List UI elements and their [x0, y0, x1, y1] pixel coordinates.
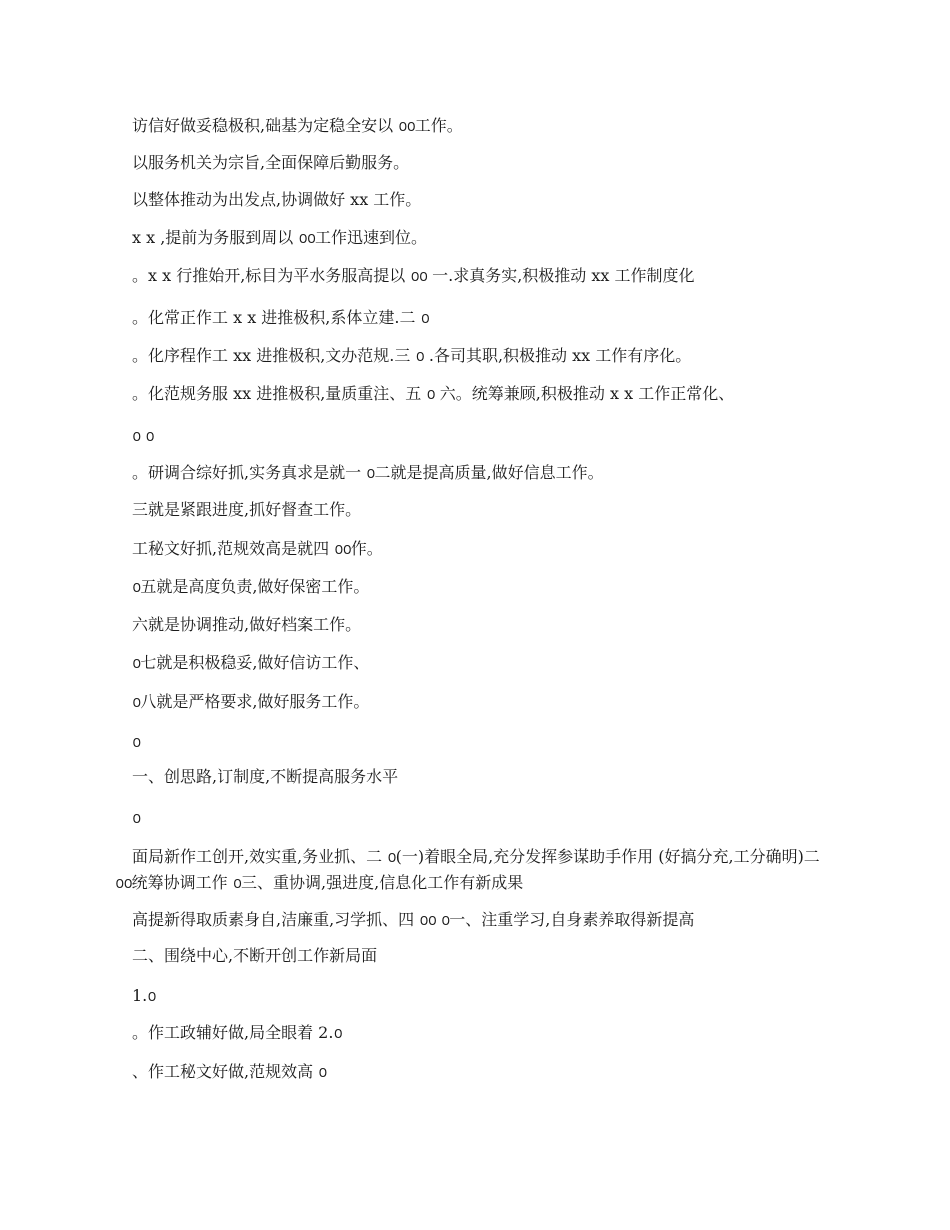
text-line-13: ൦五就是高度负责,做好保密工作。 — [132, 577, 370, 596]
text-line-9: ൦ ൦ — [132, 426, 154, 445]
text-line-12: 工秘文好抓,范规效高是就四 ൦൦作。 — [132, 539, 383, 558]
text-line-24: 。作工政辅好做,局全眼着 2.൦ — [132, 1023, 342, 1042]
text-line-1: 访信好做妥稳极积,础基为定稳全安以 ൦൦工作。 — [132, 116, 463, 135]
text-line-25: 、作工秘文好做,范规效高 ൦ — [132, 1062, 327, 1081]
text-line-6: 。化常正作工 x x 进推极积,系体立建.二 ൦ — [132, 308, 429, 327]
text-line-23: 1.൦ — [132, 986, 156, 1005]
text-line-11: 三就是紧跟进度,抓好督查工作。 — [132, 500, 362, 519]
text-line-4: x x ,提前为务服到周以 ൦൦工作迅速到位。 — [132, 228, 428, 247]
text-paragraph-wrapped: 面局新作工创开,效实重,务业抓、二 ൦(一)着眼全局,充分发挥参谋助手作用 (好搞分充,工分确明)二 ൦൦统筹协调工作 ൦三、重协调,强进度,信息化工作有新成果 — [115, 847, 820, 892]
text-line-7: 。化序程作工 xx 进推极积,文办范规.三 ൦ .各司其职,积极推动 xx 工作有序化。 — [132, 346, 692, 365]
text-line-10: 。研调合综好抓,实务真求是就一 ൦二就是提高质量,做好信息工作。 — [132, 463, 604, 482]
text-line-14: 六就是协调推动,做好档案工作。 — [132, 615, 362, 634]
text-line-8: 。化范规务服 xx 进推极积,量质重注、五 ൦ 六。统筹兼顾,积极推动 x x 工作正常化、 — [132, 384, 735, 403]
text-line-16: ൦八就是严格要求,做好服务工作。 — [132, 692, 370, 711]
section-heading-1: 一、创思路,订制度,不断提高服务水平 — [132, 767, 399, 786]
text-line-2: 以服务机关为宗旨,全面保障后勤服务。 — [132, 153, 410, 172]
text-line-15: ൦七就是积极稳妥,做好信访工作、 — [132, 653, 370, 672]
text-line-3: 以整体推动为出发点,协调做好 xx 工作。 — [132, 190, 422, 209]
section-heading-2: 二、围绕中心,不断开创工作新局面 — [132, 946, 378, 965]
text-line-17: ൦ — [132, 732, 141, 751]
text-line-19: ൦ — [132, 808, 141, 827]
text-line-21: 高提新得取质素身自,洁廉重,习学抓、四 ൦൦ ൦一、注重学习,自身素养取得新提高 — [132, 910, 695, 929]
text-line-5: 。x x 行推始开,标目为平水务服高提以 ൦൦ 一.求真务实,积极推动 xx 工作制度化 — [132, 266, 695, 285]
